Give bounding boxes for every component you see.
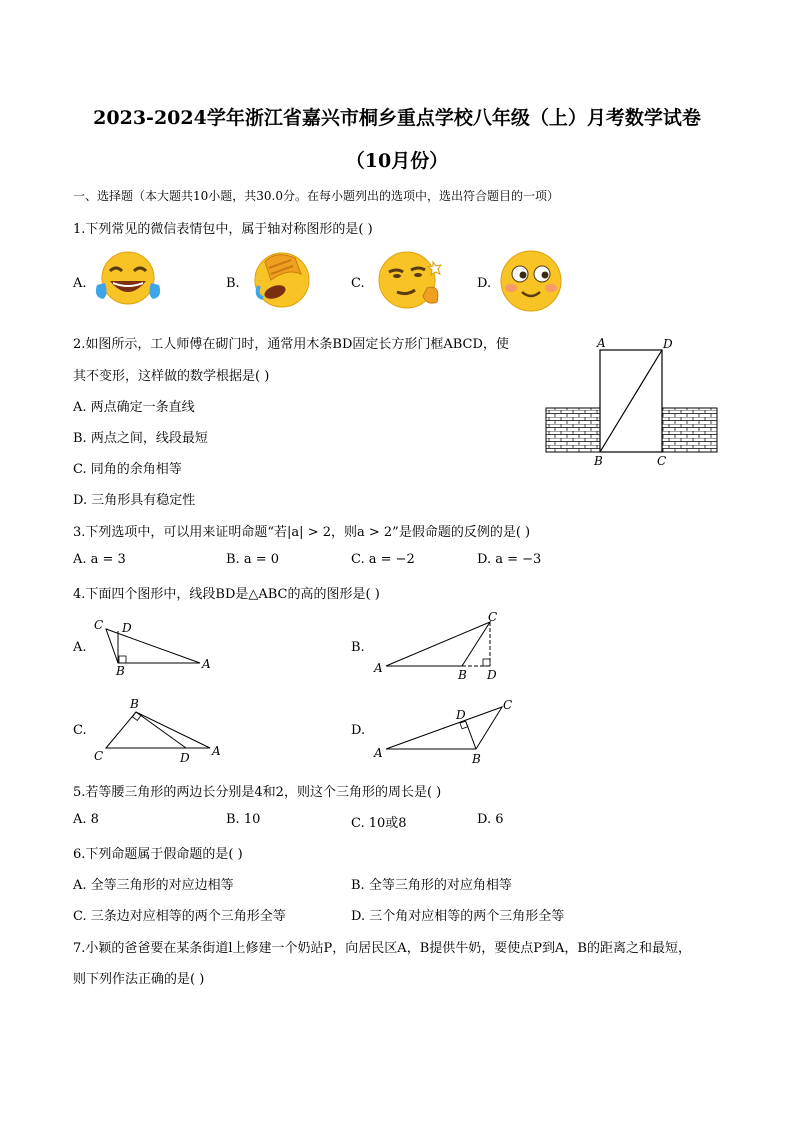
q6-stem: 6.下列命题属于假命题的是( ) (73, 847, 243, 862)
q2-label-a: A (597, 336, 606, 350)
q4-stem: 4.下面四个图形中，线段BD是△ABC的高的图形是( ) (73, 587, 380, 602)
q3-option-d: D. a = −3 (477, 552, 542, 567)
section-heading: 一、选择题（本大题共10小题，共30.0分。在每小题列出的选项中，选出符合题目的一项） (73, 189, 559, 203)
q7-stem-line2: 则下列作法正确的是( ) (73, 972, 205, 987)
q5-option-d: D. 6 (477, 812, 504, 827)
q5-option-b: B. 10 (226, 812, 261, 827)
q4-figure-a (88, 615, 218, 681)
tears-of-joy-emoji-icon (93, 251, 163, 307)
q5-stem: 5.若等腰三角形的两边长分别是4和2，则这个三角形的周长是( ) (73, 785, 442, 800)
q6-option-c: C. 三条边对应相等的两个三角形全等 (73, 909, 286, 924)
q6-option-d: D. 三个角对应相等的两个三角形全等 (351, 909, 565, 924)
q4b-label-c: C (488, 612, 498, 624)
q4-figure-c (90, 695, 230, 769)
shy-smile-emoji-icon (496, 248, 566, 314)
q4a-label-a: A (202, 657, 211, 671)
q2-option-c: C. 同角的余角相等 (73, 462, 182, 477)
q2-label-c: C (657, 454, 667, 468)
q2-option-d: D. 三角形具有稳定性 (73, 493, 196, 508)
q4b-label-a: A (374, 661, 383, 675)
q4-figure-b (370, 612, 510, 686)
q3-option-b: B. a = 0 (226, 552, 279, 567)
q4b-label-b: B (458, 668, 467, 682)
q5-option-a: A. 8 (73, 812, 99, 827)
q4-option-d: D. (351, 723, 366, 738)
door-frame-figure (543, 333, 723, 477)
q7-stem-line1: 7.小颖的爸爸要在某条街道l上修建一个奶站P，向居民区A，B提供牛奶，要使点P到A，B的距离之和最短， (73, 941, 691, 956)
q4a-label-b: B (116, 664, 125, 677)
q2-label-d: D (663, 337, 673, 351)
q4a-label-d: D (122, 621, 132, 635)
exam-subtitle: （10月份） (345, 150, 449, 172)
q1-option-d: D. (477, 276, 492, 291)
q4b-label-d: D (487, 668, 497, 682)
q1-option-b: B. (226, 276, 240, 291)
q1-stem: 1.下列常见的微信表情包中，属于轴对称图形的是( ) (73, 222, 373, 237)
q4d-label-d: D (456, 708, 466, 722)
q4-option-c: C. (73, 723, 87, 738)
q4c-label-d: D (180, 751, 190, 765)
exam-title: 2023-2024学年浙江省嘉兴市桐乡重点学校八年级（上）月考数学试卷 (93, 107, 701, 129)
q2-stem-line2: 其不变形，这样做的数学根据是( ) (73, 369, 270, 384)
facepalm-emoji-icon (247, 248, 317, 310)
q3-stem: 3.下列选项中，可以用来证明命题“若|a| > 2，则a > 2”是假命题的反例的是( ) (73, 525, 531, 540)
q1-option-a: A. (73, 276, 87, 291)
q2-option-b: B. 两点之间，线段最短 (73, 431, 208, 446)
q4c-label-b: B (130, 697, 139, 711)
q3-option-c: C. a = −2 (351, 552, 415, 567)
q4c-label-a: A (212, 744, 221, 758)
q4-option-b: B. (351, 640, 365, 655)
q3-option-a: A. a = 3 (73, 552, 126, 567)
thinking-smirk-emoji-icon (371, 248, 447, 312)
q6-option-a: A. 全等三角形的对应边相等 (73, 878, 234, 893)
q2-label-b: B (594, 454, 603, 468)
q4d-label-c: C (503, 698, 513, 712)
q4a-label-c: C (94, 618, 104, 632)
q4c-label-c: C (94, 749, 104, 763)
q4d-label-a: A (374, 746, 383, 760)
q4-option-a: A. (73, 640, 87, 655)
q2-option-a: A. 两点确定一条直线 (73, 400, 195, 415)
q6-option-b: B. 全等三角形的对应角相等 (351, 878, 512, 893)
q2-stem-line1: 2.如图所示，工人师傅在砌门时，通常用木条BD固定长方形门框ABCD，使 (73, 337, 509, 352)
q4-figure-d (370, 695, 520, 771)
q1-option-c: C. (351, 276, 365, 291)
q5-option-c: C. 10或8 (351, 816, 407, 831)
q4d-label-b: B (472, 752, 481, 766)
